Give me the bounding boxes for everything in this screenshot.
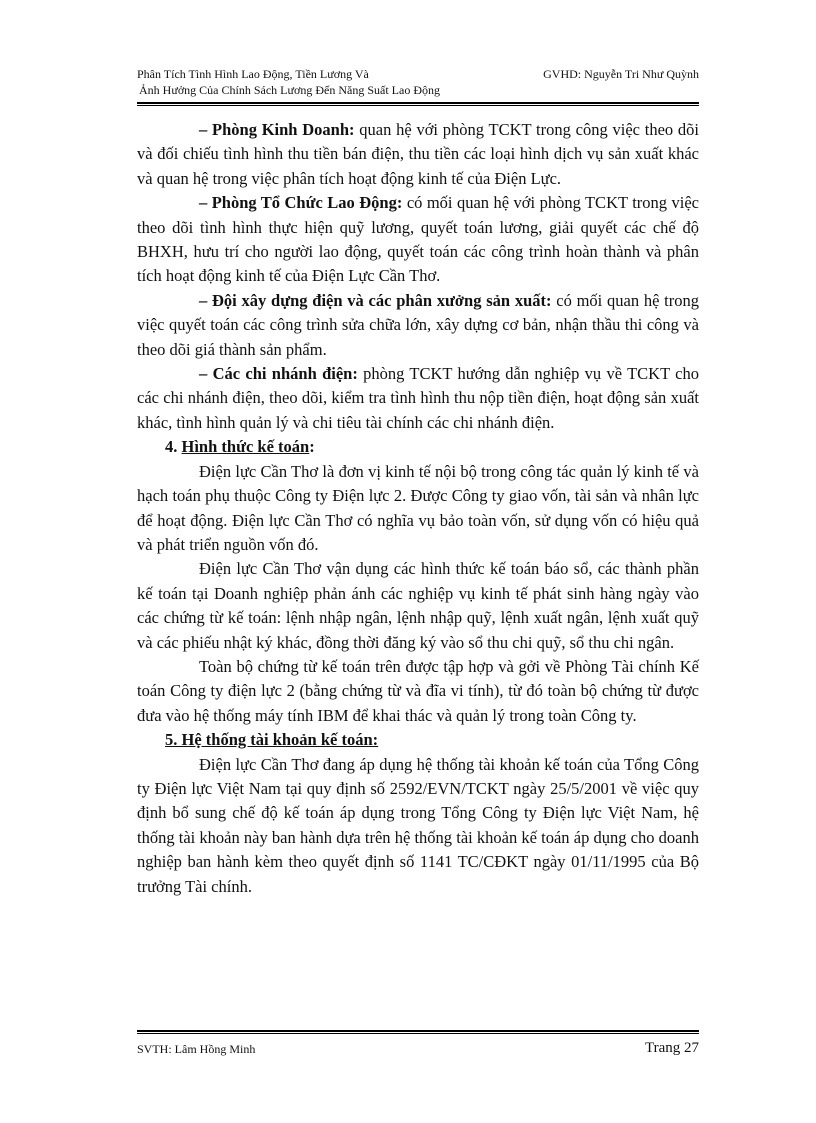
paragraph-text: có mối quan hệ trong việc quyết toán các công trình sửa chữa lớn, xây dựng cơ bản, nhận thầu thi công và theo dõi giá thành sản phẩm. bbox=[137, 290, 700, 359]
paragraph-doi-xay-dung bbox=[137, 289, 699, 362]
paragraph-text: phòng TCKT hướng dẫn nghiệp vụ về TCKT cho các chi nhánh điện, theo dõi, kiểm tra tình hình thu nộp tiền điện, hoạt động sản xuất khác, tình hình quản lý và chi tiêu tài chính các chi nhánh điện. bbox=[137, 364, 699, 432]
paragraph-text: quan hệ với phòng TCKT trong công việc theo dõi và đối chiếu tình hình thu tiền bán điện, thu tiền các loại hình dịch vụ sản xuất khác và quan hệ trong việc phân tích hoạt động kinh tế của Điện Lực. bbox=[137, 120, 699, 188]
section-heading-5 bbox=[137, 728, 699, 752]
heading-number: 4. bbox=[165, 437, 182, 457]
heading-title: Hình thức kế toán bbox=[181, 437, 310, 457]
header-title-line2: Ảnh Hưởng Của Chính Sách Lương Đến Năng Suất Lao Động bbox=[139, 83, 440, 97]
paragraph-don-vi-kinh-te: Điện lực Cần Thơ là đơn vị kinh tế nội bộ trong công tác quản lý kinh tế và hạch toán phụ thuộc Công ty Điện lực 2. Được Công ty giao vốn, tài sản và nhân lực để hoạt động. Điện lực Cần Thơ có nghĩa vụ bảo toàn vốn, sử dụng vốn có hiệu quả và phát triển nguồn vốn đó. bbox=[137, 461, 699, 554]
paragraph-hinh-thuc-bao-so: Điện lực Cần Thơ vận dụng các hình thức kế toán báo sổ, các thành phần kế toán tại Doanh nghiệp phản ánh các nghiệp vụ kinh tế phát sinh hàng ngày vào các chứng từ kế toán: lệnh nhập ngân, lệnh nhập quỹ, lệnh xuất ngân, lệnh xuất quỹ và các phiếu nhật ký khác, đồng thời đăng ký vào sổ thu chi quỹ, sổ thu chi ngân. bbox=[137, 559, 699, 652]
paragraph-he-thong-tai-khoan: Điện lực Cần Thơ đang áp dụng hệ thống tài khoản kế toán của Tổng Công ty Điện lực Việt Nam tại quy định số 2592/EVN/TCKT ngày 25/5/2001 về việc quy định bổ sung chế độ kế toán áp dụng trong Tổng Công ty Điện lực Việt Nam, hệ thống tài khoản này ban hành dựa trên hệ thống tài khoản kế toán áp dụng cho doanh nghiệp ban hành kèm theo quyết định số 1141 TC/CĐKT ngày 01/11/1995 của Bộ trưởng Tài chính. bbox=[137, 754, 699, 896]
paragraph-label: – Đội xây dựng điện và các phân xưởng sản xuất: bbox=[199, 290, 552, 310]
paragraph-kinh-doanh bbox=[137, 118, 699, 191]
heading-colon: : bbox=[309, 437, 315, 457]
paragraph-label: – Phòng Kinh Doanh: bbox=[199, 120, 355, 139]
paragraph-text: có mối quan hệ với phòng TCKT trong việc theo dõi tình hình thực hiện quỹ lương, quyết toán lương, giải quyết các chế độ BHXH, hưu trí cho người lao động, quyết toán các công trình hoàn thành và phân tích hoạt động kinh tế của Điện Lực Cần Thơ. bbox=[137, 193, 699, 286]
page-number: Trang 27 bbox=[644, 1040, 699, 1056]
header-rule bbox=[137, 102, 699, 104]
paragraph-label: – Các chi nhánh điện: bbox=[199, 364, 358, 384]
paragraph-chi-nhanh bbox=[137, 362, 699, 435]
header-title-line1: Phân Tích Tình Hình Lao Động, Tiền Lương Và bbox=[137, 67, 369, 81]
header-title bbox=[137, 66, 440, 98]
page-footer bbox=[137, 1040, 699, 1060]
footer-rule bbox=[137, 1030, 699, 1032]
footer-rule-thin bbox=[137, 1033, 699, 1034]
page-body bbox=[137, 118, 699, 899]
page-header bbox=[137, 66, 699, 100]
header-advisor: GVHD: Nguyễn Tri Như Quỳnh bbox=[543, 67, 699, 81]
paragraph-label: – Phòng Tổ Chức Lao Động: bbox=[199, 193, 403, 213]
heading-title: 5. Hệ thống tài khoản kế toán: bbox=[165, 730, 379, 750]
footer-student: SVTH: Lâm Hồng Minh bbox=[137, 1042, 256, 1056]
section-heading-4 bbox=[137, 435, 699, 459]
paragraph-to-chuc-lao-dong bbox=[137, 191, 699, 289]
paragraph-chung-tu: Toàn bộ chứng từ kế toán trên được tập hợp và gởi về Phòng Tài chính Kế toán Công ty điện lực 2 (bằng chứng từ và đĩa vi tính), từ đó toàn bộ chứng từ được đưa vào hệ thống máy tính IBM để khai thác và quản lý trong toàn Công ty. bbox=[137, 656, 699, 725]
header-rule-thin bbox=[137, 105, 699, 106]
